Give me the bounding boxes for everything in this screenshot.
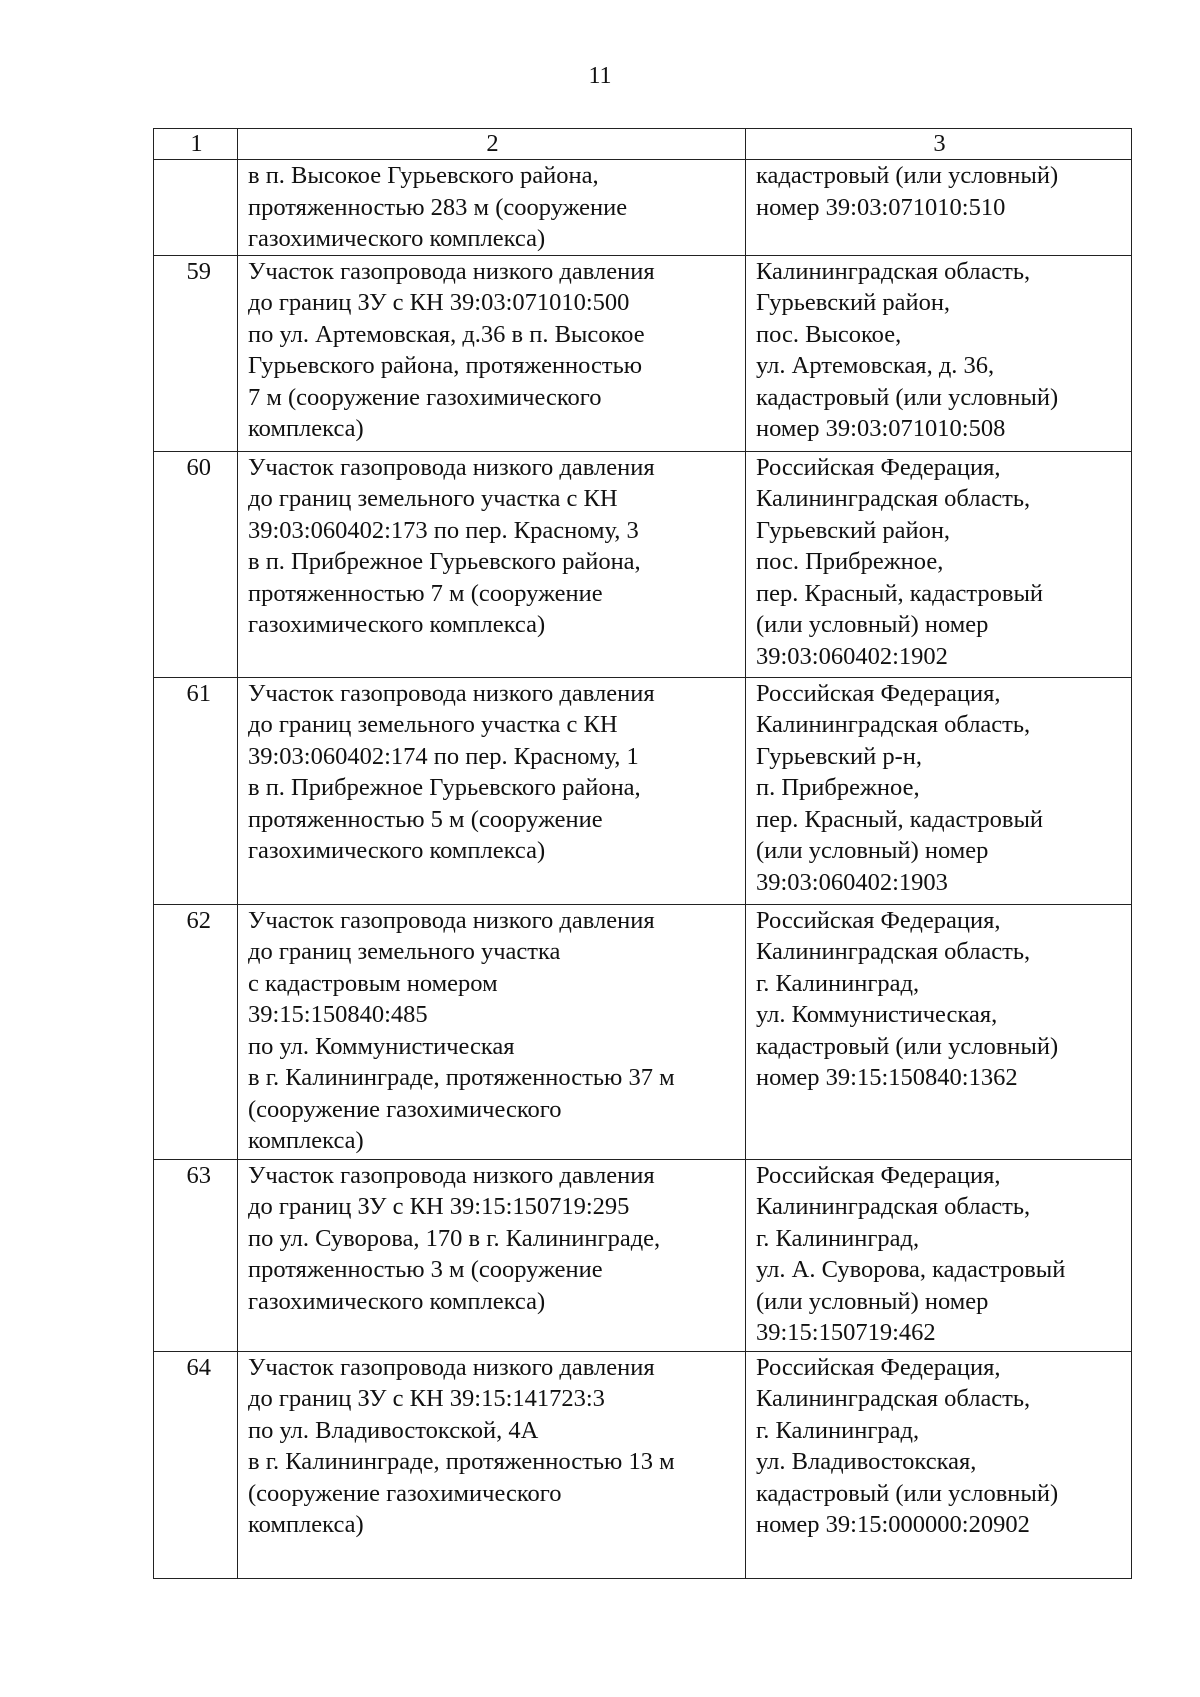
description-line: 39:03:060402:173 по пер. Красному, 3	[248, 516, 639, 544]
description-line: протяженностью 7 м (сооружение	[248, 579, 603, 607]
description-line: по ул. Суворова, 170 в г. Калининграде,	[248, 1224, 661, 1252]
table-row	[154, 677, 1132, 904]
location-line: ул. Владивостокская,	[756, 1448, 977, 1475]
location-line: номер 39:15:000000:20902	[756, 1511, 1030, 1538]
description-line: комплекса)	[248, 415, 364, 442]
location-line: кадастровый (или условный)	[756, 1032, 1059, 1060]
location-line: (или условный) номер	[756, 611, 989, 638]
description-line: протяженностью 283 м (сооружение	[248, 193, 628, 221]
description-cell	[238, 1159, 746, 1351]
description-line: Участок газопровода низкого давления	[248, 257, 655, 285]
location-line: кадастровый (или условный)	[756, 1479, 1059, 1507]
description-line: до границ ЗУ с КН 39:15:150719:295	[248, 1193, 630, 1220]
description-cell	[238, 160, 746, 256]
page-number: 11	[588, 63, 612, 89]
location-line: Гурьевский район,	[756, 289, 951, 316]
location-line: ул. Коммунистическая,	[756, 1001, 998, 1028]
description-line: (сооружение газохимического	[248, 1479, 562, 1507]
location-line: кадастровый (или условный)	[756, 383, 1059, 411]
location-line: пос. Прибрежное,	[756, 548, 944, 575]
location-line: г. Калининград,	[756, 1224, 920, 1252]
column-header-1: 1	[154, 129, 238, 160]
description-line: Участок газопровода низкого давления	[248, 679, 655, 707]
location-cell	[746, 904, 1132, 1159]
table-header-row	[154, 129, 1132, 160]
location-line: кадастровый (или условный)	[756, 162, 1059, 189]
description-cell	[238, 904, 746, 1159]
location-cell	[746, 255, 1132, 451]
description-line: 7 м (сооружение газохимического	[248, 383, 602, 411]
description-line: Участок газопровода низкого давления	[248, 1353, 655, 1381]
description-line: 39:15:150840:485	[248, 1001, 428, 1028]
description-line: газохимического комплекса)	[248, 1287, 546, 1315]
description-line: в г. Калининграде, протяженностью 37 м	[248, 1064, 675, 1091]
column-header-2: 2	[238, 129, 746, 160]
table-row	[154, 904, 1132, 1159]
location-line: ул. А. Суворова, кадастровый	[756, 1256, 1066, 1283]
location-line: Российская Федерация,	[756, 453, 1001, 481]
row-number-cell: 60	[154, 451, 238, 677]
description-line: комплекса)	[248, 1511, 364, 1538]
row-number-cell: 62	[154, 904, 238, 1159]
location-line: Российская Федерация,	[756, 1353, 1001, 1381]
description-line: комплекса)	[248, 1127, 364, 1154]
table-row	[154, 1351, 1132, 1578]
location-line: Калининградская область,	[756, 938, 1031, 965]
description-cell	[238, 255, 746, 451]
location-line: 39:03:060402:1903	[756, 868, 948, 896]
location-line: ул. Артемовская, д. 36,	[756, 352, 995, 379]
description-line: Гурьевского района, протяженностью	[248, 352, 643, 379]
location-cell	[746, 451, 1132, 677]
description-line: в г. Калининграде, протяженностью 13 м	[248, 1448, 675, 1475]
location-line: пер. Красный, кадастровый	[756, 579, 1044, 607]
description-line: до границ ЗУ с КН 39:03:071010:500	[248, 289, 630, 316]
location-line: Гурьевский р-н,	[756, 742, 922, 770]
description-line: по ул. Артемовская, д.36 в п. Высокое	[248, 320, 645, 348]
description-cell	[238, 1351, 746, 1578]
location-line: Российская Федерация,	[756, 1161, 1001, 1189]
location-line: г. Калининград,	[756, 969, 920, 997]
location-line: номер 39:03:071010:510	[756, 193, 1006, 221]
location-line: (или условный) номер	[756, 1287, 989, 1315]
location-line: 39:03:060402:1902	[756, 642, 948, 670]
table-row	[154, 451, 1132, 677]
description-line: в п. Прибрежное Гурьевского района,	[248, 774, 641, 801]
location-line: Гурьевский район,	[756, 516, 951, 544]
location-line: номер 39:15:150840:1362	[756, 1064, 1018, 1091]
description-line: газохимического комплекса)	[248, 611, 546, 638]
description-line: в п. Высокое Гурьевского района,	[248, 162, 599, 189]
row-number-cell: 63	[154, 1159, 238, 1351]
registry-table	[153, 128, 1132, 1579]
row-number-cell: 61	[154, 677, 238, 904]
location-line: номер 39:03:071010:508	[756, 415, 1006, 442]
location-line: п. Прибрежное,	[756, 774, 920, 801]
description-line: до границ земельного участка	[248, 938, 561, 965]
table-row	[154, 1159, 1132, 1351]
description-line: 39:03:060402:174 по пер. Красному, 1	[248, 742, 639, 770]
location-line: г. Калининград,	[756, 1416, 920, 1444]
column-header-3: 3	[746, 129, 1132, 160]
location-line: пос. Высокое,	[756, 320, 902, 348]
description-line: с кадастровым номером	[248, 969, 498, 997]
table-body	[154, 129, 1132, 1579]
description-cell	[238, 451, 746, 677]
description-line: в п. Прибрежное Гурьевского района,	[248, 548, 641, 575]
location-cell	[746, 677, 1132, 904]
location-line: Калининградская область,	[756, 485, 1031, 512]
description-line: по ул. Коммунистическая	[248, 1032, 515, 1060]
description-line: Участок газопровода низкого давления	[248, 1161, 655, 1189]
description-line: Участок газопровода низкого давления	[248, 453, 655, 481]
location-line: пер. Красный, кадастровый	[756, 805, 1044, 833]
location-cell	[746, 1159, 1132, 1351]
location-line: Российская Федерация,	[756, 679, 1001, 707]
location-line: Калининградская область,	[756, 257, 1031, 285]
description-line: (сооружение газохимического	[248, 1095, 562, 1123]
row-number-cell	[154, 160, 238, 256]
table-row	[154, 255, 1132, 451]
row-number-cell: 64	[154, 1351, 238, 1578]
table-row	[154, 160, 1132, 256]
location-line: (или условный) номер	[756, 837, 989, 864]
description-line: протяженностью 5 м (сооружение	[248, 805, 603, 833]
description-line: до границ земельного участка с КН	[248, 711, 618, 738]
row-number-cell: 59	[154, 255, 238, 451]
location-cell	[746, 1351, 1132, 1578]
location-line: Калининградская область,	[756, 1193, 1031, 1220]
description-line: до границ ЗУ с КН 39:15:141723:3	[248, 1385, 605, 1412]
description-line: газохимического комплекса)	[248, 225, 546, 252]
location-line: Калининградская область,	[756, 1385, 1031, 1412]
location-line: 39:15:150719:462	[756, 1319, 936, 1346]
description-cell	[238, 677, 746, 904]
location-line: Калининградская область,	[756, 711, 1031, 738]
description-line: до границ земельного участка с КН	[248, 485, 618, 512]
description-line: Участок газопровода низкого давления	[248, 906, 655, 934]
location-cell	[746, 160, 1132, 256]
location-line: Российская Федерация,	[756, 906, 1001, 934]
description-line: по ул. Владивостокской, 4А	[248, 1416, 539, 1444]
description-line: газохимического комплекса)	[248, 837, 546, 864]
description-line: протяженностью 3 м (сооружение	[248, 1256, 603, 1283]
